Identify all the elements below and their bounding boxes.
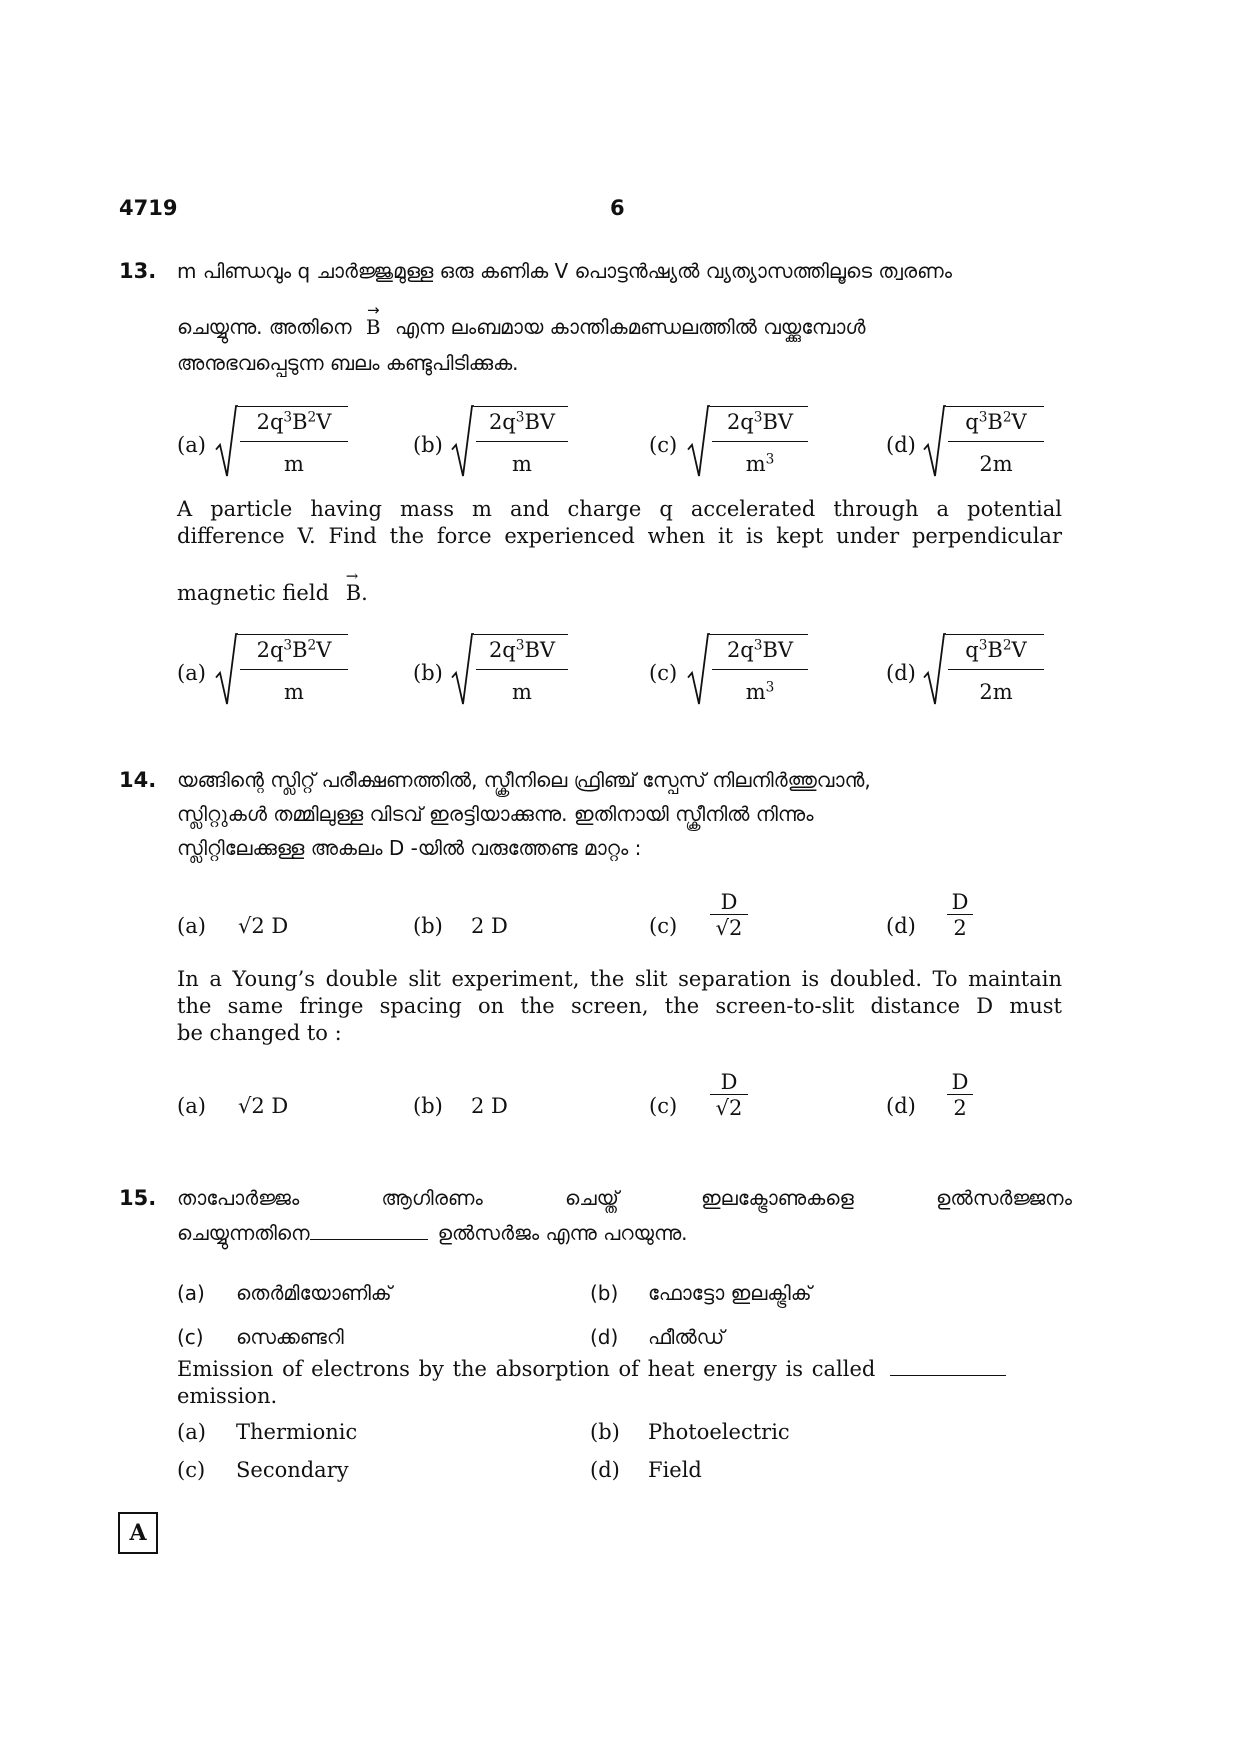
denominator: m [284,680,304,704]
q15-en-option-d[interactable]: (d) [590,1458,620,1482]
option-b-expression[interactable] [476,628,568,708]
booklet-series-box: A [118,1512,158,1554]
option-d-label: (d) [886,661,916,685]
option-a-label: (a) [177,661,206,685]
option-d-label: (d) [886,1094,916,1118]
option-b-expression[interactable] [476,400,568,480]
q14-english-line-2: the same fringe spacing on the screen, the screen-to-slit distance D must [177,994,1062,1018]
q13-malayalam-line-2: ചെയ്യുന്നു. അതിനെ → B എന്ന ലംബമായ കാന്തികമണ്ഡലത്തിൽ വയ്ക്കുമ്പോൾ [177,301,866,339]
option-d-expression[interactable] [948,400,1044,480]
fraction-bar [476,441,568,442]
fraction-bar [476,669,568,670]
numerator: $2q^3BV$ [488,409,556,434]
q15-en-option-a[interactable]: (a) [177,1420,206,1444]
q15-ml-option-a[interactable]: (a) [177,1281,205,1305]
q15-en-option-c-text: Secondary [236,1458,349,1482]
q15-ml-option-b-text: ഫോട്ടോ ഇലക്ട്രിക് [648,1281,812,1305]
option-c-label: (c) [649,433,678,457]
option-d-label: (d) [886,433,916,457]
option-c-fraction[interactable]: $\frac{D}{√2}$ [710,890,748,940]
q15-en-option-b[interactable]: (b) [590,1420,620,1444]
q15-malayalam-line-1: താപോർജ്ജം ആഗിരണം ചെയ്ത് ഇലക്ട്രോണുകളെ ഉൽസർജ്ജനം [177,1186,1072,1210]
q14-options-ml [0,890,1240,960]
q13-english-line-1: A particle having mass m and charge q accelerated through a potential [177,497,1062,521]
q15-english-line-1: Emission of electrons by the absorption of heat energy is called [177,1356,1062,1383]
option-c-expression[interactable] [712,628,808,708]
q15-ml-option-b[interactable]: (b) [590,1281,619,1305]
answer-blank[interactable] [310,1239,428,1240]
option-a-value[interactable]: √2 D [238,914,289,938]
option-c-fraction[interactable]: $\frac{D}{√2}$ [710,1070,748,1120]
fraction-bar [240,441,348,442]
option-a-label: (a) [177,1094,206,1118]
radical-sign [450,400,474,480]
vector-b: B [345,581,362,605]
option-d-label: (d) [886,914,916,938]
denominator: 2m [979,452,1013,476]
option-b-value[interactable]: 2 D [471,1094,508,1118]
option-b-label: (b) [413,433,443,457]
page-number: 6 [610,196,625,220]
q14-malayalam-line-1: യങ്ങിന്റെ സ്ലിറ്റ് പരീക്ഷണത്തിൽ, സ്ക്രീനിലെ ഫ്രിഞ്ച് സ്പേസ് നിലനിർത്തുവാൻ, [177,768,871,792]
q13-malayalam-line-3: അനുഭവപ്പെടുന്ന ബലം കണ്ടുപിടിക്കുക. [177,351,519,375]
q15-ml-option-d-text: ഫീൽഡ് [648,1325,725,1349]
radical-sign [922,628,946,708]
q13-english-line-3: magnetic field → B. [177,567,368,605]
option-a-value[interactable]: √2 D [238,1094,289,1118]
paper-code: 4719 [119,196,178,220]
option-c-label: (c) [649,914,678,938]
fraction-bar [948,441,1044,442]
option-a-label: (a) [177,914,206,938]
denominator: m [512,680,532,704]
q15-ml-option-c[interactable]: (c) [177,1325,204,1349]
q15-ml-option-c-text: സെക്കണ്ടറി [236,1325,344,1349]
numerator: $2q^3BV$ [726,637,794,662]
option-a-expression[interactable] [240,628,348,708]
fraction-bar [240,669,348,670]
option-b-label: (b) [413,1094,443,1118]
fraction-bar [948,669,1044,670]
radical-overline [946,406,1044,407]
option-b-label: (b) [413,661,443,685]
radical-sign [214,628,238,708]
answer-blank[interactable] [890,1375,1006,1376]
option-b-value[interactable]: 2 D [471,914,508,938]
question-14-number: 14. [119,768,157,792]
radical-sign [214,400,238,480]
fraction-bar [712,441,808,442]
numerator: $2q^3BV$ [726,409,794,434]
fraction-bar [712,669,808,670]
q15-en-option-a-text: Thermionic [236,1420,358,1444]
option-c-label: (c) [649,661,678,685]
denominator: m [512,452,532,476]
radical-sign [686,628,710,708]
option-c-expression[interactable] [712,400,808,480]
denominator: 2m [979,680,1013,704]
denominator: $m^3$ [745,451,775,476]
q13-english-line-2: difference V. Find the force experienced when it is kept under perpendicular [177,524,1062,548]
radical-overline [474,406,568,407]
option-b-label: (b) [413,914,443,938]
numerator: $q^3B^2V$ [965,409,1027,434]
denominator: m [284,452,304,476]
radical-overline [710,406,808,407]
radical-overline [946,634,1044,635]
q15-ml-option-a-text: തെർമിയോണിക് [236,1281,392,1305]
q13-malayalam-line-1: m പിണ്ഡവും q ചാർജ്ജുമുള്ള ഒരു കണിക V പൊട്ടൻഷ്യൽ വ്യത്യാസത്തിലൂടെ ത്വരണം [177,259,953,283]
q14-options-en [0,1070,1240,1140]
q14-english-line-3: be changed to : [177,1021,342,1045]
radical-sign [686,400,710,480]
q14-malayalam-line-3: സ്ലിറ്റിലേക്കുള്ള അകലം D -യിൽ വരുത്തേണ്ട മാറ്റം : [177,836,642,860]
option-d-expression[interactable] [948,628,1044,708]
q13-options-ml [0,400,1240,480]
q15-ml-option-d[interactable]: (d) [590,1325,619,1349]
radical-overline [474,634,568,635]
vector-b: B [365,315,381,339]
q14-malayalam-line-2: സ്ലിറ്റുകൾ തമ്മിലുള്ള വിടവ് ഇരട്ടിയാക്കുന്നു. ഇതിനായി സ്ക്രീനിൽ നിന്നും [177,802,814,826]
denominator: $m^3$ [745,679,775,704]
numerator: $q^3B^2V$ [965,637,1027,662]
q14-english-line-1: In a Young’s double slit experiment, the slit separation is doubled. To maintain [177,967,1062,991]
option-d-fraction[interactable]: $\frac{D}{2}$ [947,1070,973,1120]
radical-sign [922,400,946,480]
radical-overline [238,406,348,407]
q15-en-option-c[interactable]: (c) [177,1458,206,1482]
numerator: $2q^3B^2V$ [256,409,332,434]
option-a-expression[interactable] [240,400,348,480]
q15-en-option-d-text: Field [648,1458,702,1482]
numerator: $2q^3BV$ [488,637,556,662]
numerator: $2q^3B^2V$ [256,637,332,662]
q13-options-en [0,628,1240,708]
radical-overline [710,634,808,635]
option-a-label: (a) [177,433,206,457]
option-c-label: (c) [649,1094,678,1118]
radical-sign [450,628,474,708]
option-d-fraction[interactable]: $\frac{D}{2}$ [947,890,973,940]
q15-malayalam-line-2: ചെയ്യുന്നതിനെ ഉൽസർജം എന്നു പറയുന്നു. [177,1221,688,1245]
radical-overline [238,634,348,635]
q15-english-line-2: emission. [177,1384,278,1408]
q15-en-option-b-text: Photoelectric [648,1420,790,1444]
question-13-number: 13. [119,259,157,283]
question-15-number: 15. [119,1186,157,1210]
